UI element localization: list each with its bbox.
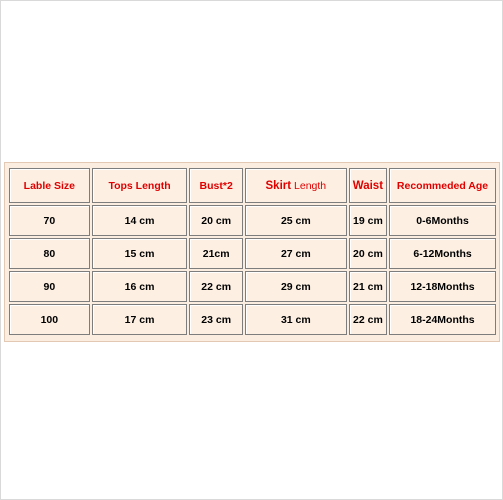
cell-waist: 20 cm: [349, 238, 387, 269]
cell-label-size: 100: [9, 304, 90, 335]
cell-waist: 22 cm: [349, 304, 387, 335]
table-row: [9, 205, 496, 236]
size-chart-panel: [4, 162, 500, 342]
header-waist: Waist: [349, 168, 387, 203]
cell-recommended-age: 0-6Months: [389, 205, 496, 236]
header-tops-length: Tops Length: [92, 168, 188, 203]
table-row: [9, 304, 496, 335]
cell-tops-length: 15 cm: [92, 238, 188, 269]
cell-skirt-length: 25 cm: [245, 205, 347, 236]
cell-waist: 19 cm: [349, 205, 387, 236]
cell-bust: 22 cm: [189, 271, 242, 302]
header-recommended-age: Recommeded Age: [389, 168, 496, 203]
table-row: [9, 238, 496, 269]
cell-skirt-length: 29 cm: [245, 271, 347, 302]
table-row: [9, 271, 496, 302]
cell-label-size: 70: [9, 205, 90, 236]
cell-label-size: 90: [9, 271, 90, 302]
header-lable-size: Lable Size: [9, 168, 90, 203]
cell-bust: 21cm: [189, 238, 242, 269]
cell-recommended-age: 18-24Months: [389, 304, 496, 335]
cell-tops-length: 14 cm: [92, 205, 188, 236]
header-bust: Bust*2: [189, 168, 242, 203]
cell-waist: 21 cm: [349, 271, 387, 302]
cell-label-size: 80: [9, 238, 90, 269]
cell-recommended-age: 12-18Months: [389, 271, 496, 302]
size-chart-table: [7, 166, 498, 337]
cell-skirt-length: 27 cm: [245, 238, 347, 269]
cell-bust: 20 cm: [189, 205, 242, 236]
cell-bust: 23 cm: [189, 304, 242, 335]
cell-tops-length: 16 cm: [92, 271, 188, 302]
cell-skirt-length: 31 cm: [245, 304, 347, 335]
cell-tops-length: 17 cm: [92, 304, 188, 335]
table-header-row: [9, 168, 496, 203]
header-skirt-length: Skirt Length: [245, 168, 347, 203]
cell-recommended-age: 6-12Months: [389, 238, 496, 269]
